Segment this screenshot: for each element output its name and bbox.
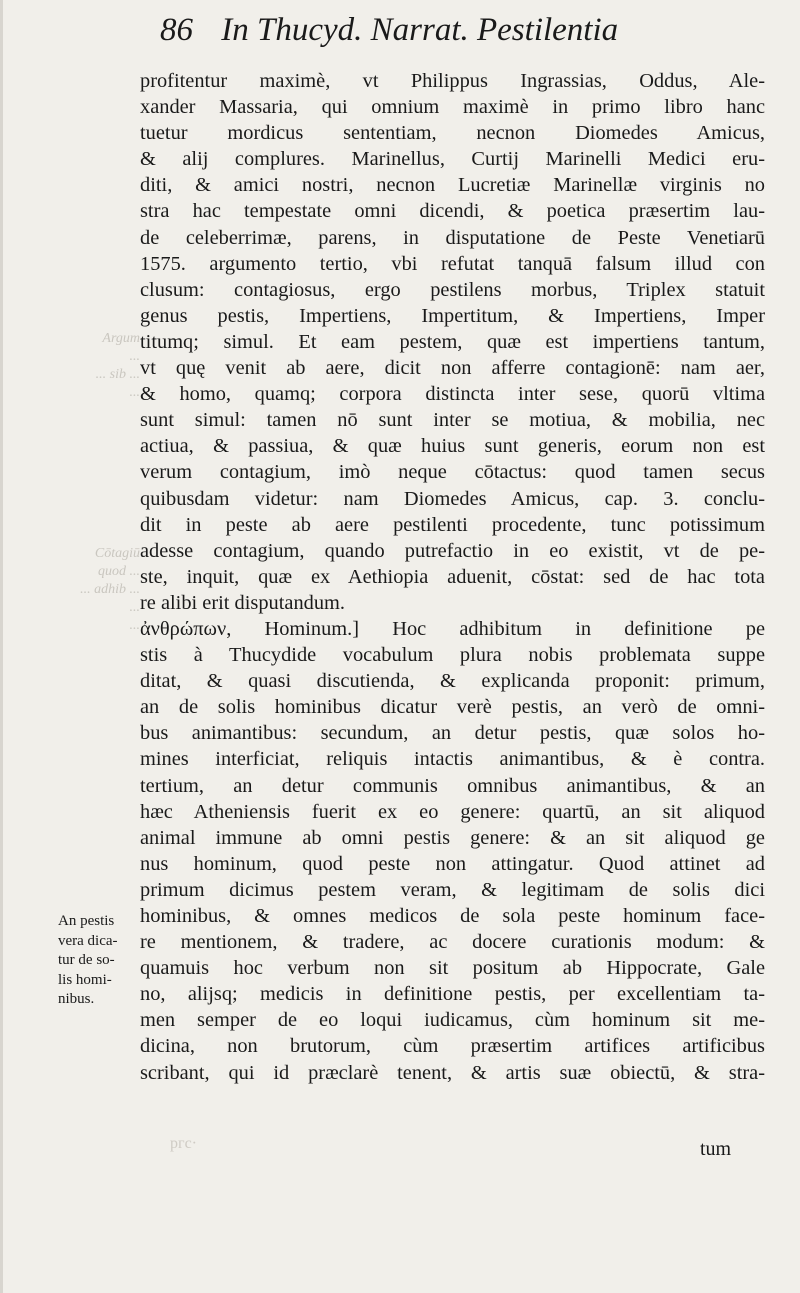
catchword: tum (700, 1138, 732, 1160)
text-line: & homo, quamq; corpora distincta inter sese, quorū vltima (140, 383, 765, 406)
text-line: men semper de eo loqui iudicamus, cùm hominum sit me- (140, 1009, 765, 1032)
text-line: mines interficiat, reliquis intactis animantibus, & è contra. (140, 748, 765, 771)
text-line: titumq; simul. Et eam pestem, quæ est impertiens tantum, (140, 330, 765, 353)
bleed-through-middle: Cōtagiū quod ... ... adhib ... ... ... (80, 546, 140, 633)
page-number: 86 (160, 12, 193, 48)
body-text (140, 68, 765, 1086)
text-line: re mentionem, & tradere, ac docere curationis modum: & (140, 931, 765, 954)
text-line: hæc Atheniensis fuerit ex eo genere: quartū, an sit aliquod (140, 800, 765, 823)
bleed-through-upper: Argum ... ... sib ... ... (95, 331, 140, 400)
margin-note: An pestis vera dica- tur de so- lis homi- nibus. (58, 913, 118, 1007)
text-line: actiua, & passiua, & quæ huius sunt generis, eorum non est (140, 435, 765, 458)
text-line: nus hominum, quod peste non attingatur. Quod attinet ad (140, 852, 765, 875)
text-line: stis à Thucydide vocabulum plura nobis problemata suppe (140, 644, 765, 667)
text-line: diti, & amici nostri, necnon Lucretiæ Marinellæ virginis no (140, 174, 765, 197)
text-line: ἀνθρώπων, Hominum.] Hoc adhibitum in definitione pe (140, 617, 765, 640)
text-line: tuetur mordicus sententiam, necnon Diomedes Amicus, (140, 122, 765, 145)
text-line: an de solis hominibus dicatur verè pestis, an verò de omni- (140, 696, 765, 719)
bleed-bottom: ргc· (170, 1135, 197, 1152)
text-line: adesse contagium, quando putrefactio in eo existit, vt de pe- (140, 539, 765, 562)
text-line: ste, inquit, quæ ex Aethiopia aduenit, cōstat: sed de hac tota (140, 565, 765, 588)
text-line: clusum: contagiosus, ergo pestilens morbus, Triplex statuit (140, 278, 765, 301)
text-line: animal immune ab omni pestis genere: & an sit aliquod ge (140, 826, 765, 849)
text-line: ditat, & quasi discutienda, & explicanda proponit: primum, (140, 670, 765, 693)
page-edge (0, 0, 3, 1293)
text-line: hominibus, & omnes medicos de sola peste hominum face- (140, 905, 765, 927)
text-line: verum contagium, imò neque cōtactus: quod tamen secus (140, 461, 765, 484)
text-line: scribant, qui id præclarè tenent, & artis suæ obiectū, & stra- (140, 1061, 765, 1084)
running-header (160, 12, 780, 60)
text-line: de celeberrimæ, parens, in disputatione de Peste Venetiarū (140, 226, 765, 249)
text-line: genus pestis, Impertiens, Impertitum, & Impertiens, Imper (140, 304, 765, 327)
text-line: 1575. argumento tertio, vbi refutat tanquā falsum illud con (140, 252, 765, 275)
text-line: xander Massaria, qui omnium maximè in primo libro hanc (140, 96, 765, 119)
text-line: primum dicimus pestem veram, & legitimam de solis dici (140, 878, 765, 901)
text-line: dit in peste ab aere pestilenti procedente, tunc potissimum (140, 513, 765, 536)
text-line: profitentur maximè, vt Philippus Ingrassias, Oddus, Ale- (140, 70, 765, 92)
text-line: no, alijsq; medicis in definitione pestis, per excellentiam ta- (140, 983, 765, 1006)
text-line: bus animantibus: secundum, an detur pestis, quæ solos ho- (140, 722, 765, 745)
text-line: sunt simul: tamen nō sunt inter se motiua, & mobilia, nec (140, 409, 765, 432)
text-line: dicina, non brutorum, cùm præsertim artifices artificibus (140, 1035, 765, 1058)
text-line: vt quę venit ab aere, dicit non afferre contagionē: nam aer, (140, 357, 765, 380)
text-line: quamuis hoc verbum non sit positum ab Hippocrate, Gale (140, 957, 765, 980)
text-line: tertium, an detur communis omnibus animantibus, & an (140, 774, 765, 797)
text-line: re alibi erit disputandum. (140, 591, 345, 614)
text-line: quibusdam videtur: nam Diomedes Amicus, cap. 3. conclu- (140, 487, 765, 510)
text-line: stra hac tempestate omni dicendi, & poetica præsertim lau- (140, 200, 765, 223)
text-line: & alij complures. Marinellus, Curtij Marinelli Medici eru- (140, 148, 765, 171)
running-title: In Thucyd. Narrat. Pestilentia (221, 12, 619, 48)
